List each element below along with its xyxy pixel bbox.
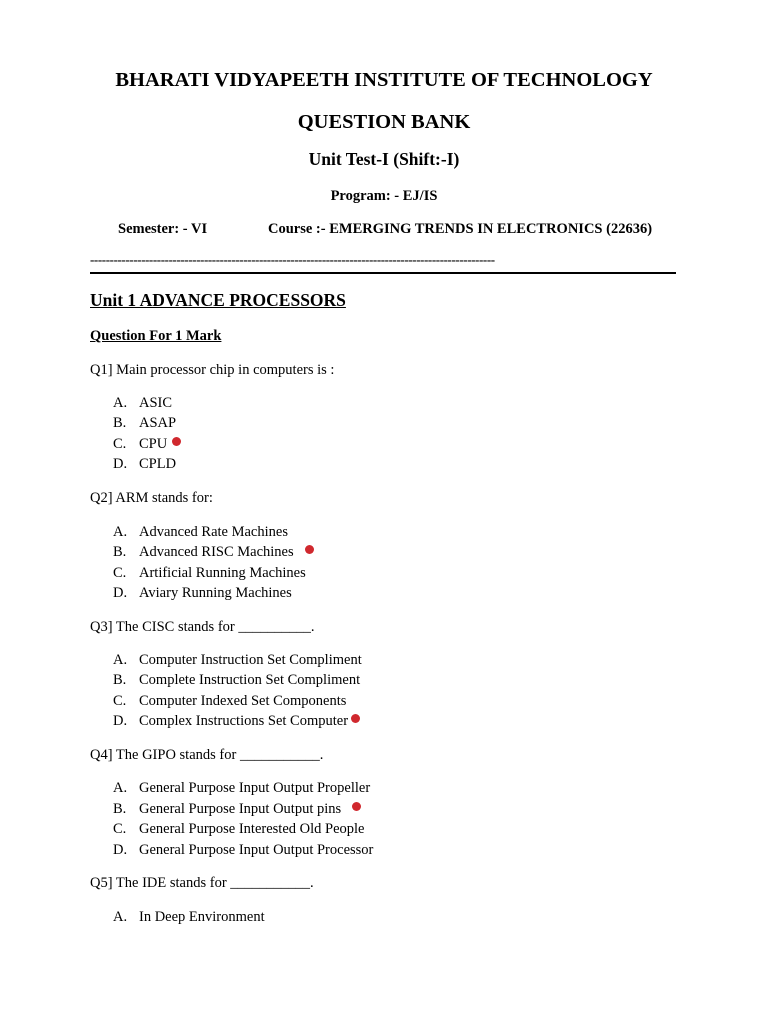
option-text: General Purpose Input Output Processor bbox=[139, 842, 374, 858]
option-text: Aviary Running Machines bbox=[139, 585, 292, 601]
option-letter: A. bbox=[113, 395, 128, 411]
option-text: Complete Instruction Set Compliment bbox=[139, 672, 361, 688]
test-title: Unit Test-I (Shift:-I) bbox=[308, 149, 460, 169]
question-1: Q1] Main processor chip in computers is : bbox=[90, 362, 335, 378]
option-text: Advanced Rate Machines bbox=[139, 524, 288, 540]
option-letter: D. bbox=[113, 842, 128, 858]
option-letter: A. bbox=[113, 780, 128, 796]
section-title: Question For 1 Mark bbox=[90, 328, 222, 344]
option-text: Advanced RISC Machines bbox=[139, 544, 294, 560]
option-text: ASAP bbox=[139, 415, 177, 431]
option-letter: A. bbox=[113, 909, 128, 925]
question-4: Q4] The GIPO stands for ___________. bbox=[90, 747, 324, 763]
answer-marker-dot bbox=[351, 714, 360, 723]
answer-marker-dot bbox=[352, 802, 361, 811]
semester-label: Semester: - VI bbox=[118, 221, 208, 237]
option-text: ASIC bbox=[139, 395, 173, 411]
option-text: In Deep Environment bbox=[139, 909, 265, 925]
option-letter: D. bbox=[113, 713, 128, 729]
question-3: Q3] The CISC stands for __________. bbox=[90, 619, 315, 635]
option-letter: B. bbox=[113, 544, 127, 560]
option-text: Complex Instructions Set Computer bbox=[139, 713, 349, 729]
option-letter: B. bbox=[113, 672, 127, 688]
course-label: Course :- EMERGING TRENDS IN ELECTRONICS (22636) bbox=[268, 221, 653, 237]
question-2: Q2] ARM stands for: bbox=[90, 490, 213, 506]
option-letter: C. bbox=[113, 821, 127, 837]
option-letter: B. bbox=[113, 801, 127, 817]
option-letter: C. bbox=[113, 436, 127, 452]
option-text: CPU bbox=[139, 436, 168, 452]
institute-name: BHARATI VIDYAPEETH INSTITUTE OF TECHNOLOGY bbox=[115, 69, 653, 91]
option-letter: D. bbox=[113, 456, 128, 472]
option-text: General Purpose Interested Old People bbox=[139, 821, 365, 837]
question-5: Q5] The IDE stands for ___________. bbox=[90, 875, 314, 891]
option-letter: C. bbox=[113, 565, 127, 581]
option-text: Computer Indexed Set Components bbox=[139, 693, 347, 709]
option-letter: B. bbox=[113, 415, 127, 431]
option-text: General Purpose Input Output Propeller bbox=[139, 780, 371, 796]
option-letter: A. bbox=[113, 652, 128, 668]
option-text: Computer Instruction Set Compliment bbox=[139, 652, 362, 668]
option-text: Artificial Running Machines bbox=[139, 565, 306, 581]
document-type: QUESTION BANK bbox=[297, 111, 471, 133]
answer-marker-dot bbox=[305, 545, 314, 554]
option-letter: A. bbox=[113, 524, 128, 540]
option-text: General Purpose Input Output pins bbox=[139, 801, 342, 817]
unit-title: Unit 1 ADVANCE PROCESSORS bbox=[90, 290, 346, 310]
option-letter: C. bbox=[113, 693, 127, 709]
solid-divider bbox=[90, 272, 676, 274]
answer-marker-dot bbox=[172, 437, 181, 446]
dashed-divider: ------------------------------------------------------------------------------------------------------- bbox=[90, 252, 495, 267]
option-letter: D. bbox=[113, 585, 128, 601]
program-label: Program: - EJ/IS bbox=[330, 188, 438, 204]
option-text: CPLD bbox=[139, 456, 177, 472]
